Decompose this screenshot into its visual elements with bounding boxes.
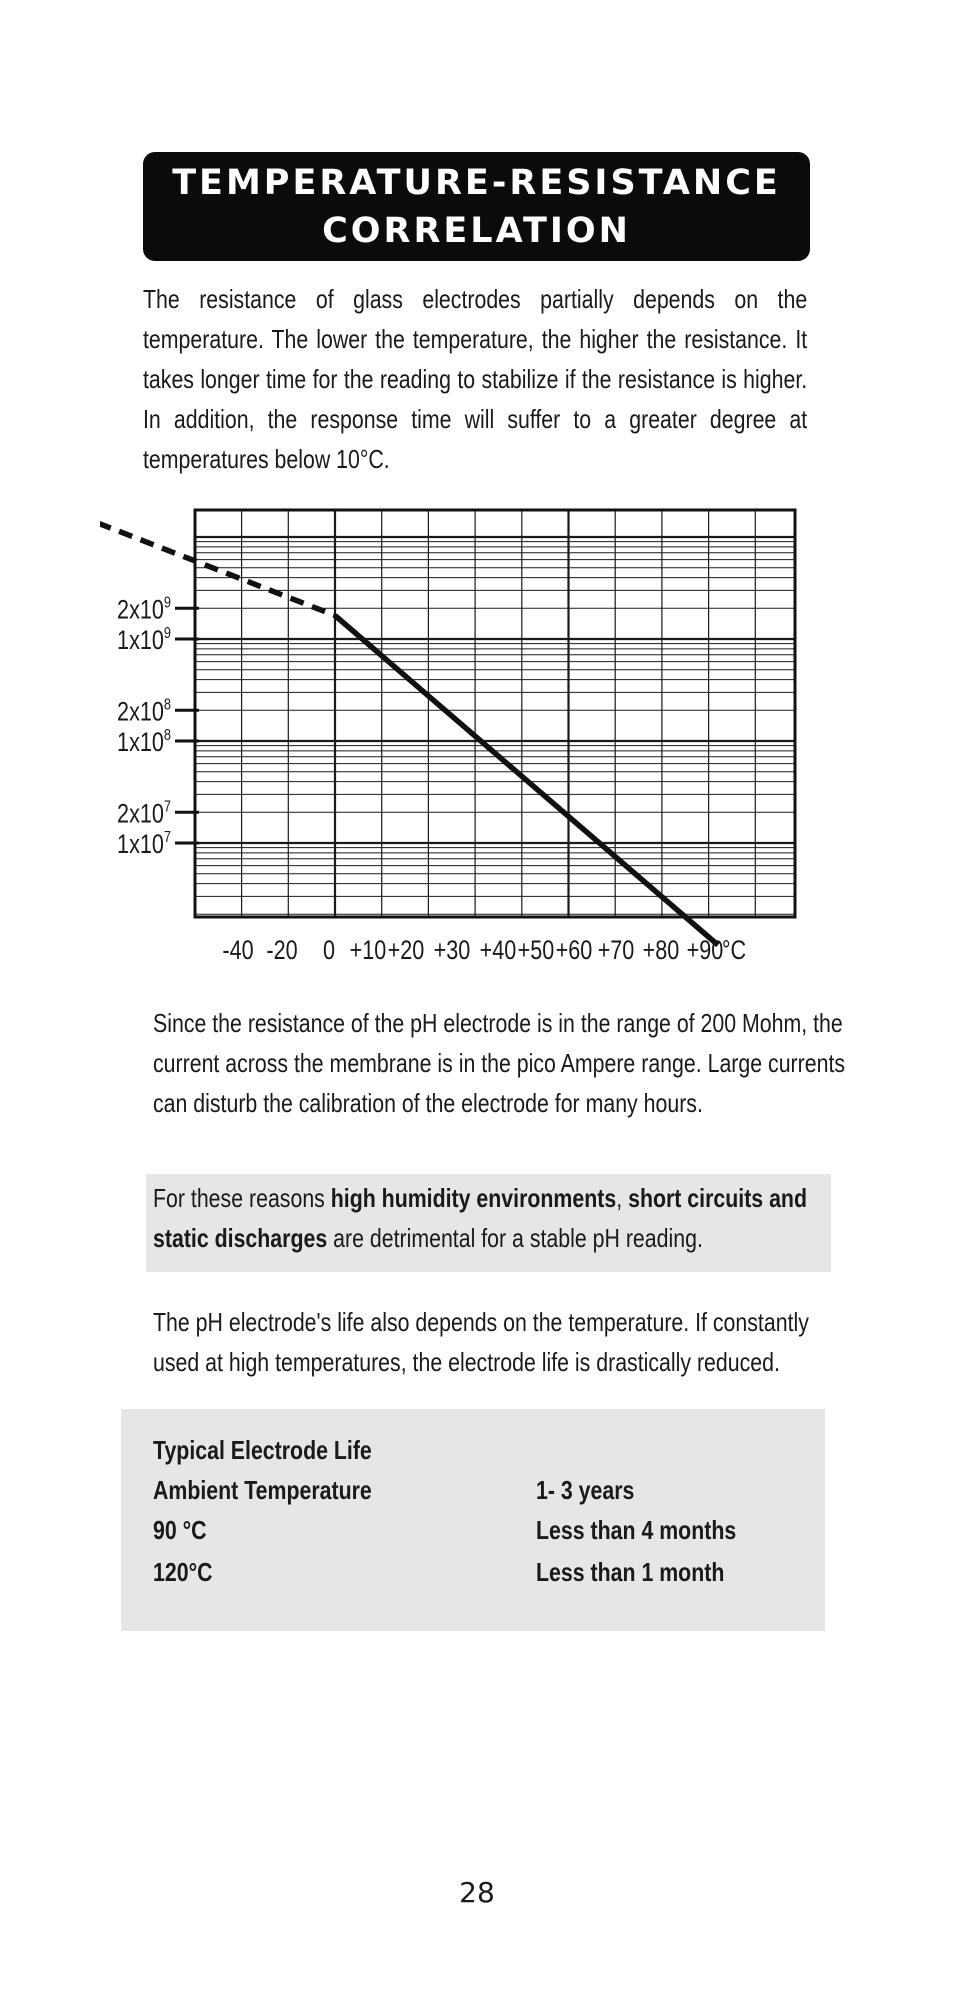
warning-bold-1: high humidity environments xyxy=(330,1183,617,1213)
temperature-resistance-chart xyxy=(100,500,820,970)
x-tick-label: +40 xyxy=(479,935,517,966)
x-tick-label: +10 xyxy=(349,935,387,966)
x-tick-label: -20 xyxy=(266,935,298,966)
x-tick-label: +60 xyxy=(555,935,593,966)
y-tick-label: $1x10^8$ xyxy=(117,726,171,758)
y-tick-label: $1x10^7$ xyxy=(117,828,171,860)
warning-paragraph xyxy=(153,1178,834,1258)
series-line-1 xyxy=(335,615,718,945)
life-row-value-1: Less than 4 months xyxy=(536,1515,737,1545)
x-tick-label: -40 xyxy=(222,935,254,966)
section-title xyxy=(143,152,810,261)
warning-text-post: are detrimental for a stable pH reading. xyxy=(327,1223,703,1253)
warning-text-pre: For these reasons xyxy=(153,1183,331,1213)
life-row-label-0: Ambient Temperature xyxy=(153,1475,372,1505)
life-row-label-1: 90 °C xyxy=(153,1515,207,1545)
x-tick-label: +50 xyxy=(517,935,555,966)
electrode-life-paragraph: The pH electrode's life also depends on the temperature. If constantly used at high temperatures, the electrode life is drastically reduced. xyxy=(153,1307,809,1377)
chart-grid xyxy=(195,510,795,917)
y-tick-label: $2x10^7$ xyxy=(117,798,171,829)
life-row-value-0: 1- 3 years xyxy=(536,1475,635,1505)
y-tick-label: $2x10^8$ xyxy=(117,696,171,727)
intro-paragraph: The resistance of glass electrodes partially depends on the temperature. The lower the temperature, the higher the resistance. It takes longer time for the reading to stabilize if the resistance is higher. In addition, the response time will suffer to a greater degree at temperatures below 10°C. xyxy=(143,284,808,474)
y-tick-label: $1x10^9$ xyxy=(117,624,171,656)
x-tick-label: +20 xyxy=(387,935,425,966)
plot-frame xyxy=(195,510,795,917)
y-axis-labels xyxy=(117,594,199,860)
x-tick-label: °C xyxy=(721,935,747,966)
life-row-value-2: Less than 1 month xyxy=(536,1557,725,1587)
title-line-1: TEMPERATURE-RESISTANCE xyxy=(172,162,781,203)
resistance-paragraph: Since the resistance of the pH electrode is in the range of 200 Mohm, the current across the membrane is in the pico Ampere range. Large currents can disturb the calibration of the electrode for many hours. xyxy=(153,1008,846,1118)
warning-text-mid: , xyxy=(616,1183,629,1213)
x-tick-label: +30 xyxy=(433,935,471,966)
x-tick-label: +90 xyxy=(686,935,724,966)
x-axis-labels xyxy=(222,936,746,966)
y-tick-label: $2x10^9$ xyxy=(117,594,171,625)
x-tick-label: 0 xyxy=(322,935,336,966)
x-tick-label: +80 xyxy=(642,935,680,966)
x-tick-label: +70 xyxy=(597,935,635,966)
life-row-label-2: 120°C xyxy=(153,1557,213,1587)
title-line-2: CORRELATION xyxy=(322,210,631,251)
chart-plot xyxy=(100,506,718,945)
warning-bold-2: short circuits and static discharges xyxy=(153,1183,807,1253)
life-table-heading: Typical Electrode Life xyxy=(153,1435,372,1465)
page-number: 28 xyxy=(459,1876,495,1909)
